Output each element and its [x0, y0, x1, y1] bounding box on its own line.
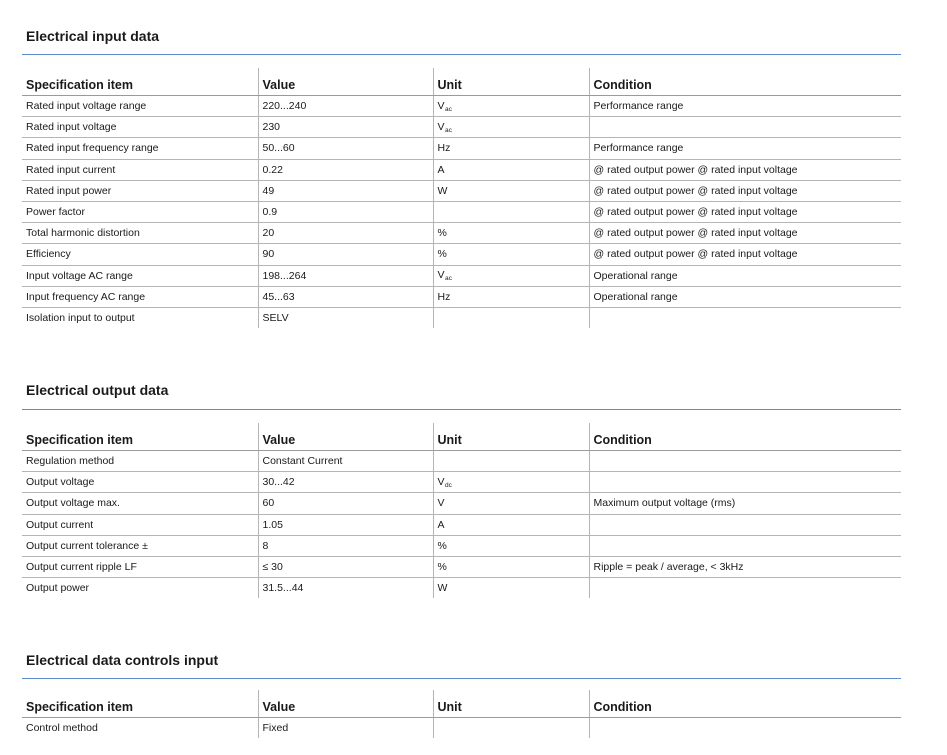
cell-specification-item: Total harmonic distortion — [22, 223, 258, 244]
header-value: Value — [258, 423, 433, 451]
cell-condition — [589, 514, 901, 535]
cell-condition: Ripple = peak / average, < 3kHz — [589, 556, 901, 577]
unit-symbol: % — [437, 561, 447, 574]
unit-subscript: ac — [445, 105, 452, 113]
unit-symbol: V — [437, 120, 445, 133]
table-row — [22, 493, 901, 514]
unit-symbol: W — [437, 582, 448, 595]
cell-specification-item: Isolation input to output — [26, 311, 135, 324]
cell-condition: @ rated output power @ rated input voltage — [589, 223, 901, 244]
table-row — [22, 451, 901, 472]
cell-unit — [433, 286, 589, 307]
section-title: Electrical output data — [26, 382, 169, 398]
cell-value: 31.5...44 — [258, 578, 433, 599]
cell-condition — [589, 472, 901, 493]
cell-specification-item: Rated input current — [22, 159, 258, 180]
cell-value: 1.05 — [258, 514, 433, 535]
cell-specification-item: Output power — [26, 582, 90, 595]
spec-table — [22, 68, 901, 328]
cell-unit — [433, 472, 589, 493]
unit-symbol: % — [437, 539, 447, 552]
cell-value: 0.22 — [258, 159, 433, 180]
unit-symbol: W — [437, 184, 448, 197]
cell-value: 30...42 — [258, 472, 433, 493]
cell-specification-item: Input voltage AC range — [22, 265, 258, 286]
cell-value: 230 — [258, 117, 433, 138]
cell-specification-item: Output current — [22, 514, 258, 535]
cell-condition: Operational range — [589, 265, 901, 286]
cell-specification-item: Output current ripple LF — [22, 556, 258, 577]
cell-specification-item: Input frequency AC range — [22, 286, 258, 307]
header-unit: Unit — [433, 690, 589, 718]
section-title: Electrical input data — [26, 28, 160, 44]
table-row — [22, 223, 901, 244]
cell-value: 50...60 — [258, 138, 433, 159]
unit-symbol: A — [437, 518, 445, 531]
cell-unit — [433, 535, 589, 556]
cell-unit — [433, 307, 589, 328]
cell-value: 8 — [258, 535, 433, 556]
cell-unit — [433, 556, 589, 577]
unit-symbol: V — [437, 99, 445, 112]
cell-unit — [433, 451, 589, 472]
table-row — [22, 96, 901, 117]
unit-symbol: Hz — [437, 290, 451, 303]
unit-symbol: % — [437, 248, 447, 261]
cell-value: 198...264 — [258, 265, 433, 286]
header-unit: Unit — [433, 68, 589, 96]
cell-unit — [433, 159, 589, 180]
cell-unit — [433, 138, 589, 159]
cell-specification-item: Output voltage — [22, 472, 258, 493]
cell-condition: Operational range — [589, 286, 901, 307]
unit-subscript: dc — [445, 481, 452, 489]
cell-value: ≤ 30 — [258, 556, 433, 577]
unit-symbol: % — [437, 227, 447, 240]
cell-condition: @ rated output power @ rated input voltage — [589, 244, 901, 265]
table-body — [22, 718, 901, 739]
cell-unit — [433, 244, 589, 265]
cell-unit — [433, 265, 589, 286]
cell-specification-item: Control method — [26, 722, 98, 735]
table-header-row — [22, 423, 901, 451]
cell-value: SELV — [258, 307, 433, 328]
cell-condition — [589, 718, 901, 739]
spec-table — [22, 690, 901, 738]
header-specification-item: Specification item — [22, 690, 258, 718]
cell-unit — [433, 718, 589, 739]
section-electrical-output — [22, 381, 901, 595]
cell-value: 20 — [258, 223, 433, 244]
cell-condition — [589, 307, 901, 328]
table-row — [22, 514, 901, 535]
section-electrical-input — [22, 27, 901, 324]
table-row — [22, 201, 901, 222]
spec-table — [22, 423, 901, 598]
table-row — [22, 535, 901, 556]
cell-specification-item: Efficiency — [22, 244, 258, 265]
unit-symbol: V — [437, 269, 445, 282]
cell-condition — [589, 578, 901, 599]
header-specification-item: Specification item — [22, 68, 258, 96]
unit-symbol: A — [437, 163, 445, 176]
cell-unit — [433, 223, 589, 244]
header-condition: Condition — [589, 68, 901, 96]
table-row — [22, 265, 901, 286]
table-row — [22, 244, 901, 265]
cell-condition: Maximum output voltage (rms) — [589, 493, 901, 514]
cell-value: 90 — [258, 244, 433, 265]
table-row — [22, 472, 901, 493]
table-body — [22, 96, 901, 329]
section-divider — [22, 678, 901, 679]
table-row — [22, 180, 901, 201]
cell-unit — [433, 180, 589, 201]
cell-value: 45...63 — [258, 286, 433, 307]
header-condition: Condition — [589, 690, 901, 718]
cell-unit — [433, 493, 589, 514]
unit-symbol: V — [437, 497, 445, 510]
cell-value: 49 — [258, 180, 433, 201]
cell-value: 60 — [258, 493, 433, 514]
header-unit: Unit — [433, 423, 589, 451]
cell-specification-item: Rated input power — [22, 180, 258, 201]
unit-symbol: Hz — [437, 142, 451, 155]
header-specification-item: Specification item — [22, 423, 258, 451]
cell-condition — [589, 451, 901, 472]
section-divider — [22, 409, 901, 410]
table-row — [22, 159, 901, 180]
table-row — [22, 138, 901, 159]
unit-subscript: ac — [445, 126, 452, 134]
cell-specification-item: Rated input voltage — [22, 117, 258, 138]
table-row — [22, 578, 901, 599]
cell-specification-item: Output current tolerance ± — [22, 535, 258, 556]
table-body — [22, 451, 901, 599]
cell-specification-item: Rated input voltage range — [22, 96, 258, 117]
section-divider — [22, 54, 901, 55]
cell-unit — [433, 201, 589, 222]
cell-unit — [433, 578, 589, 599]
cell-condition: @ rated output power @ rated input voltage — [589, 180, 901, 201]
table-header-row — [22, 690, 901, 718]
cell-condition: @ rated output power @ rated input voltage — [589, 201, 901, 222]
cell-specification-item: Regulation method — [22, 451, 258, 472]
cell-condition: @ rated output power @ rated input voltage — [589, 159, 901, 180]
unit-symbol: V — [437, 475, 445, 488]
cell-specification-item: Output voltage max. — [22, 493, 258, 514]
table-row — [22, 718, 901, 739]
cell-unit — [433, 96, 589, 117]
header-condition: Condition — [589, 423, 901, 451]
cell-value: Fixed — [258, 718, 433, 739]
table-row — [22, 117, 901, 138]
table-row — [22, 286, 901, 307]
section-electrical-controls-input — [22, 651, 901, 735]
table-header-row — [22, 68, 901, 96]
cell-condition — [589, 535, 901, 556]
section-title: Electrical data controls input — [26, 652, 219, 668]
table-row — [22, 307, 901, 328]
cell-specification-item: Rated input frequency range — [22, 138, 258, 159]
unit-subscript: ac — [445, 275, 452, 283]
cell-unit — [433, 514, 589, 535]
cell-specification-item: Power factor — [22, 201, 258, 222]
cell-value: 220...240 — [258, 96, 433, 117]
cell-value: Constant Current — [258, 451, 433, 472]
cell-unit — [433, 117, 589, 138]
header-value: Value — [258, 690, 433, 718]
cell-condition: Performance range — [589, 96, 901, 117]
header-value: Value — [258, 68, 433, 96]
table-row — [22, 556, 901, 577]
cell-condition — [589, 117, 901, 138]
cell-condition: Performance range — [589, 138, 901, 159]
cell-value: 0.9 — [258, 201, 433, 222]
